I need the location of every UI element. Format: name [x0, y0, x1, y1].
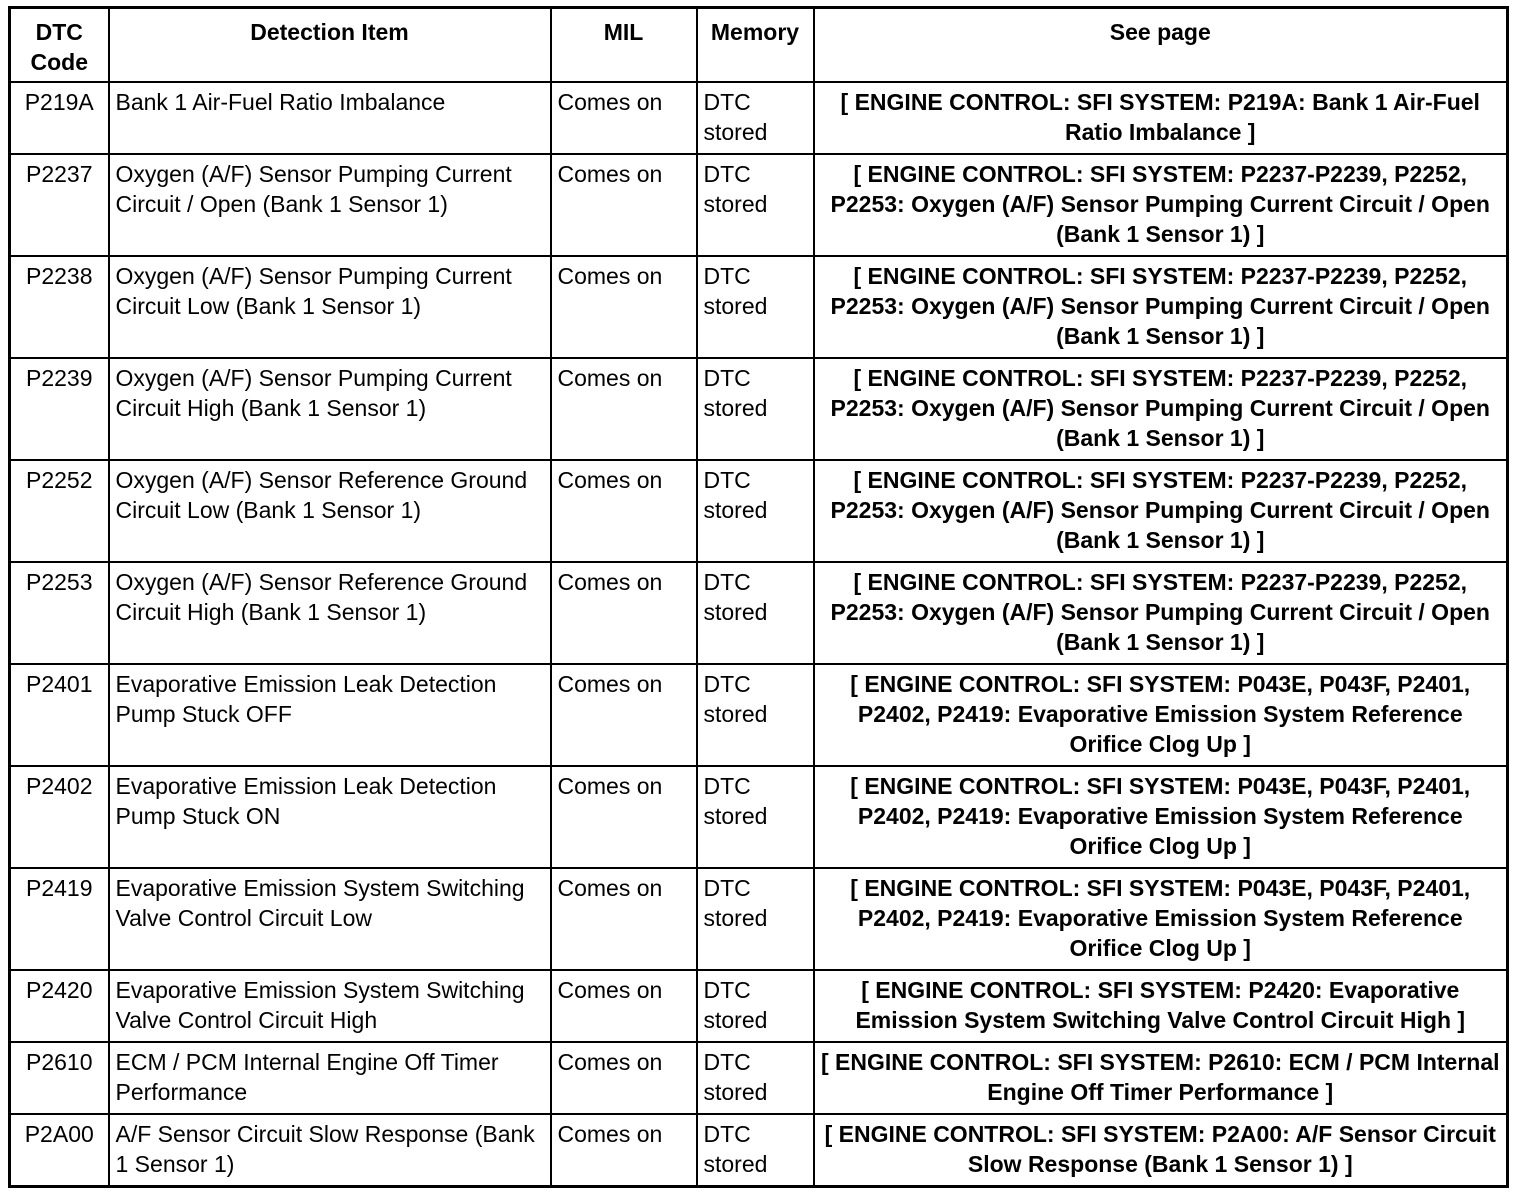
- detection-item-cell: Evaporative Emission System Switching Valve Control Circuit High: [109, 970, 551, 1042]
- dtc-code-cell: P2419: [10, 868, 109, 970]
- detection-item-cell: Evaporative Emission Leak Detection Pump Stuck ON: [109, 766, 551, 868]
- table-row: [10, 562, 1508, 664]
- memory-cell: DTC stored: [697, 358, 814, 460]
- detection-item-cell: Oxygen (A/F) Sensor Pumping Current Circuit / Open (Bank 1 Sensor 1): [109, 154, 551, 256]
- table-row: [10, 154, 1508, 256]
- table-row: [10, 1042, 1508, 1114]
- mil-cell: Comes on: [551, 358, 697, 460]
- detection-item-cell: Oxygen (A/F) Sensor Reference Ground Circuit High (Bank 1 Sensor 1): [109, 562, 551, 664]
- memory-cell: DTC stored: [697, 970, 814, 1042]
- dtc-code-cell: P2239: [10, 358, 109, 460]
- memory-cell: DTC stored: [697, 1114, 814, 1186]
- memory-cell: DTC stored: [697, 82, 814, 154]
- detection-item-cell: Evaporative Emission System Switching Valve Control Circuit Low: [109, 868, 551, 970]
- mil-cell: Comes on: [551, 1114, 697, 1186]
- table-row: [10, 868, 1508, 970]
- dtc-code-cell: P2610: [10, 1042, 109, 1114]
- see-page-link[interactable]: [ ENGINE CONTROL: SFI SYSTEM: P2610: ECM / PCM Internal Engine Off Timer Performance ]: [814, 1042, 1508, 1114]
- header-dtc-code-line1: DTC: [35, 19, 83, 45]
- memory-cell: DTC stored: [697, 664, 814, 766]
- detection-item-cell: ECM / PCM Internal Engine Off Timer Performance: [109, 1042, 551, 1114]
- detection-item-cell: A/F Sensor Circuit Slow Response (Bank 1 Sensor 1): [109, 1114, 551, 1186]
- mil-cell: Comes on: [551, 460, 697, 562]
- table-row: [10, 358, 1508, 460]
- mil-cell: Comes on: [551, 664, 697, 766]
- header-memory: Memory: [697, 8, 814, 83]
- dtc-code-cell: P2238: [10, 256, 109, 358]
- see-page-link[interactable]: [ ENGINE CONTROL: SFI SYSTEM: P219A: Bank 1 Air-Fuel Ratio Imbalance ]: [814, 82, 1508, 154]
- dtc-code-cell: P2A00: [10, 1114, 109, 1186]
- memory-cell: DTC stored: [697, 256, 814, 358]
- table-row: [10, 1114, 1508, 1186]
- see-page-link[interactable]: [ ENGINE CONTROL: SFI SYSTEM: P2237-P2239, P2252, P2253: Oxygen (A/F) Sensor Pumping Current Circuit / Open (Bank 1 Sensor 1) ]: [814, 562, 1508, 664]
- dtc-table: [8, 6, 1509, 1188]
- memory-cell: DTC stored: [697, 868, 814, 970]
- header-dtc-code-line2: Code: [30, 49, 88, 75]
- table-body: [10, 82, 1508, 1186]
- memory-cell: DTC stored: [697, 460, 814, 562]
- see-page-link[interactable]: [ ENGINE CONTROL: SFI SYSTEM: P043E, P043F, P2401, P2402, P2419: Evaporative Emission System Reference Orifice Clog Up ]: [814, 664, 1508, 766]
- memory-cell: DTC stored: [697, 766, 814, 868]
- mil-cell: Comes on: [551, 562, 697, 664]
- see-page-link[interactable]: [ ENGINE CONTROL: SFI SYSTEM: P2237-P2239, P2252, P2253: Oxygen (A/F) Sensor Pumping Current Circuit / Open (Bank 1 Sensor 1) ]: [814, 460, 1508, 562]
- detection-item-cell: Oxygen (A/F) Sensor Pumping Current Circuit Low (Bank 1 Sensor 1): [109, 256, 551, 358]
- dtc-code-cell: P2252: [10, 460, 109, 562]
- table-row: [10, 970, 1508, 1042]
- header-dtc-code: [10, 8, 109, 83]
- mil-cell: Comes on: [551, 82, 697, 154]
- header-mil: MIL: [551, 8, 697, 83]
- dtc-code-cell: P2402: [10, 766, 109, 868]
- table-row: [10, 664, 1508, 766]
- mil-cell: Comes on: [551, 256, 697, 358]
- detection-item-cell: Evaporative Emission Leak Detection Pump Stuck OFF: [109, 664, 551, 766]
- dtc-code-cell: P219A: [10, 82, 109, 154]
- mil-cell: Comes on: [551, 1042, 697, 1114]
- dtc-code-cell: P2420: [10, 970, 109, 1042]
- dtc-code-cell: P2237: [10, 154, 109, 256]
- table-row: [10, 256, 1508, 358]
- header-row: [10, 8, 1508, 83]
- mil-cell: Comes on: [551, 766, 697, 868]
- table-row: [10, 82, 1508, 154]
- dtc-code-cell: P2253: [10, 562, 109, 664]
- memory-cell: DTC stored: [697, 1042, 814, 1114]
- mil-cell: Comes on: [551, 970, 697, 1042]
- see-page-link[interactable]: [ ENGINE CONTROL: SFI SYSTEM: P043E, P043F, P2401, P2402, P2419: Evaporative Emission System Reference Orifice Clog Up ]: [814, 766, 1508, 868]
- mil-cell: Comes on: [551, 868, 697, 970]
- table-row: [10, 460, 1508, 562]
- header-detection-item: Detection Item: [109, 8, 551, 83]
- detection-item-cell: Oxygen (A/F) Sensor Pumping Current Circuit High (Bank 1 Sensor 1): [109, 358, 551, 460]
- see-page-link[interactable]: [ ENGINE CONTROL: SFI SYSTEM: P2237-P2239, P2252, P2253: Oxygen (A/F) Sensor Pumping Current Circuit / Open (Bank 1 Sensor 1) ]: [814, 256, 1508, 358]
- memory-cell: DTC stored: [697, 154, 814, 256]
- memory-cell: DTC stored: [697, 562, 814, 664]
- see-page-link[interactable]: [ ENGINE CONTROL: SFI SYSTEM: P043E, P043F, P2401, P2402, P2419: Evaporative Emission System Reference Orifice Clog Up ]: [814, 868, 1508, 970]
- see-page-link[interactable]: [ ENGINE CONTROL: SFI SYSTEM: P2420: Evaporative Emission System Switching Valve Control Circuit High ]: [814, 970, 1508, 1042]
- header-see-page: See page: [814, 8, 1508, 83]
- dtc-code-cell: P2401: [10, 664, 109, 766]
- mil-cell: Comes on: [551, 154, 697, 256]
- detection-item-cell: Bank 1 Air-Fuel Ratio Imbalance: [109, 82, 551, 154]
- see-page-link[interactable]: [ ENGINE CONTROL: SFI SYSTEM: P2237-P2239, P2252, P2253: Oxygen (A/F) Sensor Pumping Current Circuit / Open (Bank 1 Sensor 1) ]: [814, 154, 1508, 256]
- table-row: [10, 766, 1508, 868]
- see-page-link[interactable]: [ ENGINE CONTROL: SFI SYSTEM: P2A00: A/F Sensor Circuit Slow Response (Bank 1 Sensor 1) ]: [814, 1114, 1508, 1186]
- see-page-link[interactable]: [ ENGINE CONTROL: SFI SYSTEM: P2237-P2239, P2252, P2253: Oxygen (A/F) Sensor Pumping Current Circuit / Open (Bank 1 Sensor 1) ]: [814, 358, 1508, 460]
- detection-item-cell: Oxygen (A/F) Sensor Reference Ground Circuit Low (Bank 1 Sensor 1): [109, 460, 551, 562]
